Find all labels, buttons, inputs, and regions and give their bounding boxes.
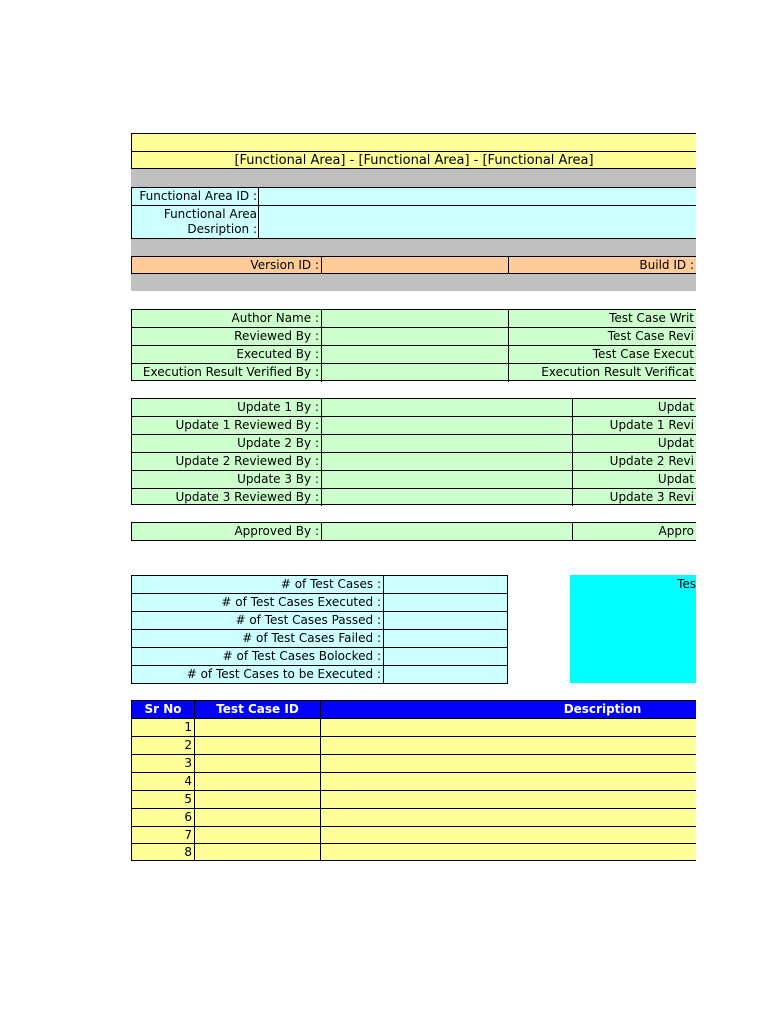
count-row — [132, 630, 507, 648]
approved-right-label: Appro — [572, 523, 696, 541]
executed-by-row — [132, 346, 696, 364]
sr-no-cell: 7 — [184, 828, 192, 842]
version-id-label: Version ID : — [250, 258, 319, 272]
update-2-reviewed-right-label: Update 2 Revi — [572, 453, 696, 470]
update-row — [132, 471, 696, 489]
verified-by-field[interactable] — [321, 364, 509, 382]
approval-row — [132, 523, 696, 541]
approved-by-field[interactable] — [321, 523, 573, 541]
update-1-by-label: Update 1 By : — [237, 400, 319, 414]
table-row — [132, 844, 696, 860]
header-description: Description — [320, 701, 768, 718]
sr-no-cell: 4 — [184, 774, 192, 788]
count-row — [132, 648, 507, 666]
update-3-by-right-label: Updat — [572, 471, 696, 488]
update-row — [132, 489, 696, 506]
update-2-reviewed-field[interactable] — [321, 453, 573, 470]
reviewed-by-right-label: Test Case Revi — [508, 328, 696, 345]
functional-area-desc-label — [132, 206, 258, 240]
functional-area-id-label: Functional Area ID : — [139, 189, 257, 203]
author-right-label: Test Case Writ — [508, 310, 696, 327]
test-case-id-cell[interactable] — [194, 719, 320, 736]
update-row — [132, 435, 696, 453]
description-cell[interactable] — [320, 844, 696, 860]
update-2-reviewed-label: Update 2 Reviewed By : — [175, 454, 319, 468]
updates-block — [131, 398, 696, 505]
verified-by-label: Execution Result Verified By : — [142, 365, 319, 379]
author-row — [132, 310, 696, 328]
table-row — [132, 791, 696, 809]
test-case-id-cell[interactable] — [194, 737, 320, 754]
test-counts-block — [131, 575, 508, 684]
title-spacer-row — [132, 134, 696, 152]
verified-by-right-label: Execution Result Verificat — [508, 364, 696, 382]
update-1-by-right-label: Updat — [572, 399, 696, 416]
update-1-reviewed-right-label: Update 1 Revi — [572, 417, 696, 434]
title-row — [132, 152, 696, 170]
update-1-reviewed-label: Update 1 Reviewed By : — [175, 418, 319, 432]
update-2-by-label: Update 2 By : — [237, 436, 319, 450]
description-cell[interactable] — [320, 827, 696, 843]
functional-area-desc-row — [132, 206, 696, 240]
functional-area-block — [131, 187, 696, 239]
description-cell[interactable] — [320, 719, 696, 736]
update-2-by-field[interactable] — [321, 435, 573, 452]
author-label: Author Name : — [231, 311, 319, 325]
update-3-reviewed-label: Update 3 Reviewed By : — [175, 490, 319, 504]
count-blocked-label: # of Test Cases Bolocked : — [222, 649, 381, 663]
sr-no-cell: 2 — [184, 738, 192, 752]
author-field[interactable] — [321, 310, 509, 327]
title-block — [131, 133, 696, 169]
test-case-id-cell[interactable] — [194, 809, 320, 826]
approval-block — [131, 522, 696, 541]
reviewed-by-field[interactable] — [321, 328, 509, 345]
table-row — [132, 737, 696, 755]
count-blocked-value[interactable] — [383, 648, 507, 665]
update-3-by-field[interactable] — [321, 471, 573, 488]
table-row — [132, 755, 696, 773]
test-case-table — [131, 700, 696, 861]
count-row — [132, 594, 507, 612]
count-failed-value[interactable] — [383, 630, 507, 647]
count-total-value[interactable] — [383, 576, 507, 593]
test-case-id-cell[interactable] — [194, 844, 320, 860]
description-cell[interactable] — [320, 809, 696, 826]
update-3-by-label: Update 3 By : — [237, 472, 319, 486]
sr-no-cell: 6 — [184, 810, 192, 824]
count-pending-value[interactable] — [383, 666, 507, 683]
table-row — [132, 809, 696, 827]
count-total-label: # of Test Cases : — [280, 577, 381, 591]
sr-no-cell: 1 — [184, 720, 192, 734]
version-row — [132, 257, 696, 274]
test-case-id-cell[interactable] — [194, 773, 320, 790]
version-id-field[interactable] — [321, 257, 509, 274]
update-3-reviewed-field[interactable] — [321, 489, 573, 506]
gray-separator-3 — [131, 274, 696, 291]
functional-area-id-row — [132, 188, 696, 206]
update-2-by-right-label: Updat — [572, 435, 696, 452]
executed-by-field[interactable] — [321, 346, 509, 363]
gray-separator-2 — [131, 239, 696, 256]
update-1-by-field[interactable] — [321, 399, 573, 416]
update-row — [132, 453, 696, 471]
count-executed-value[interactable] — [383, 594, 507, 611]
table-row — [132, 773, 696, 791]
sr-no-cell: 5 — [184, 792, 192, 806]
description-cell[interactable] — [320, 737, 696, 754]
test-case-id-cell[interactable] — [194, 755, 320, 772]
test-case-id-cell[interactable] — [194, 827, 320, 843]
reviewed-by-row — [132, 328, 696, 346]
reviewed-by-label: Reviewed By : — [234, 329, 319, 343]
count-failed-label: # of Test Cases Failed : — [242, 631, 381, 645]
header-test-case-id: Test Case ID — [194, 701, 320, 718]
functional-area-desc-label-line2: Desription : — [187, 222, 257, 236]
table-header-row — [132, 701, 696, 719]
table-row — [132, 827, 696, 844]
version-block — [131, 256, 696, 274]
count-executed-label: # of Test Cases Executed : — [221, 595, 381, 609]
description-cell[interactable] — [320, 773, 696, 790]
count-row — [132, 576, 507, 594]
test-case-id-cell[interactable] — [194, 791, 320, 808]
update-1-reviewed-field[interactable] — [321, 417, 573, 434]
description-cell[interactable] — [320, 791, 696, 808]
page-title: [Functional Area] - [Functional Area] - [Functional Area] — [234, 153, 594, 168]
test-status-box — [570, 575, 696, 683]
update-row — [132, 399, 696, 417]
update-3-reviewed-right-label: Update 3 Revi — [572, 489, 696, 506]
table-row — [132, 719, 696, 737]
count-row — [132, 666, 507, 683]
count-row — [132, 612, 507, 630]
build-id-label: Build ID : — [508, 257, 696, 274]
update-row — [132, 417, 696, 435]
approved-by-label: Approved By : — [234, 524, 319, 538]
gray-separator-1 — [131, 169, 696, 187]
functional-area-id-field[interactable] — [258, 188, 696, 205]
executed-by-right-label: Test Case Execut — [508, 346, 696, 363]
description-cell[interactable] — [320, 755, 696, 772]
functional-area-desc-label-line1: Functional Area — [163, 207, 257, 221]
functional-area-desc-field[interactable] — [258, 206, 696, 240]
sr-no-cell: 8 — [184, 845, 192, 859]
sr-no-cell: 3 — [184, 756, 192, 770]
count-passed-label: # of Test Cases Passed : — [235, 613, 381, 627]
count-passed-value[interactable] — [383, 612, 507, 629]
executed-by-label: Executed By : — [236, 347, 319, 361]
count-pending-label: # of Test Cases to be Executed : — [186, 667, 381, 681]
verified-by-row — [132, 364, 696, 382]
test-status-label: Tes — [677, 577, 696, 591]
header-sr-no: Sr No — [144, 702, 182, 716]
authors-block — [131, 309, 696, 381]
